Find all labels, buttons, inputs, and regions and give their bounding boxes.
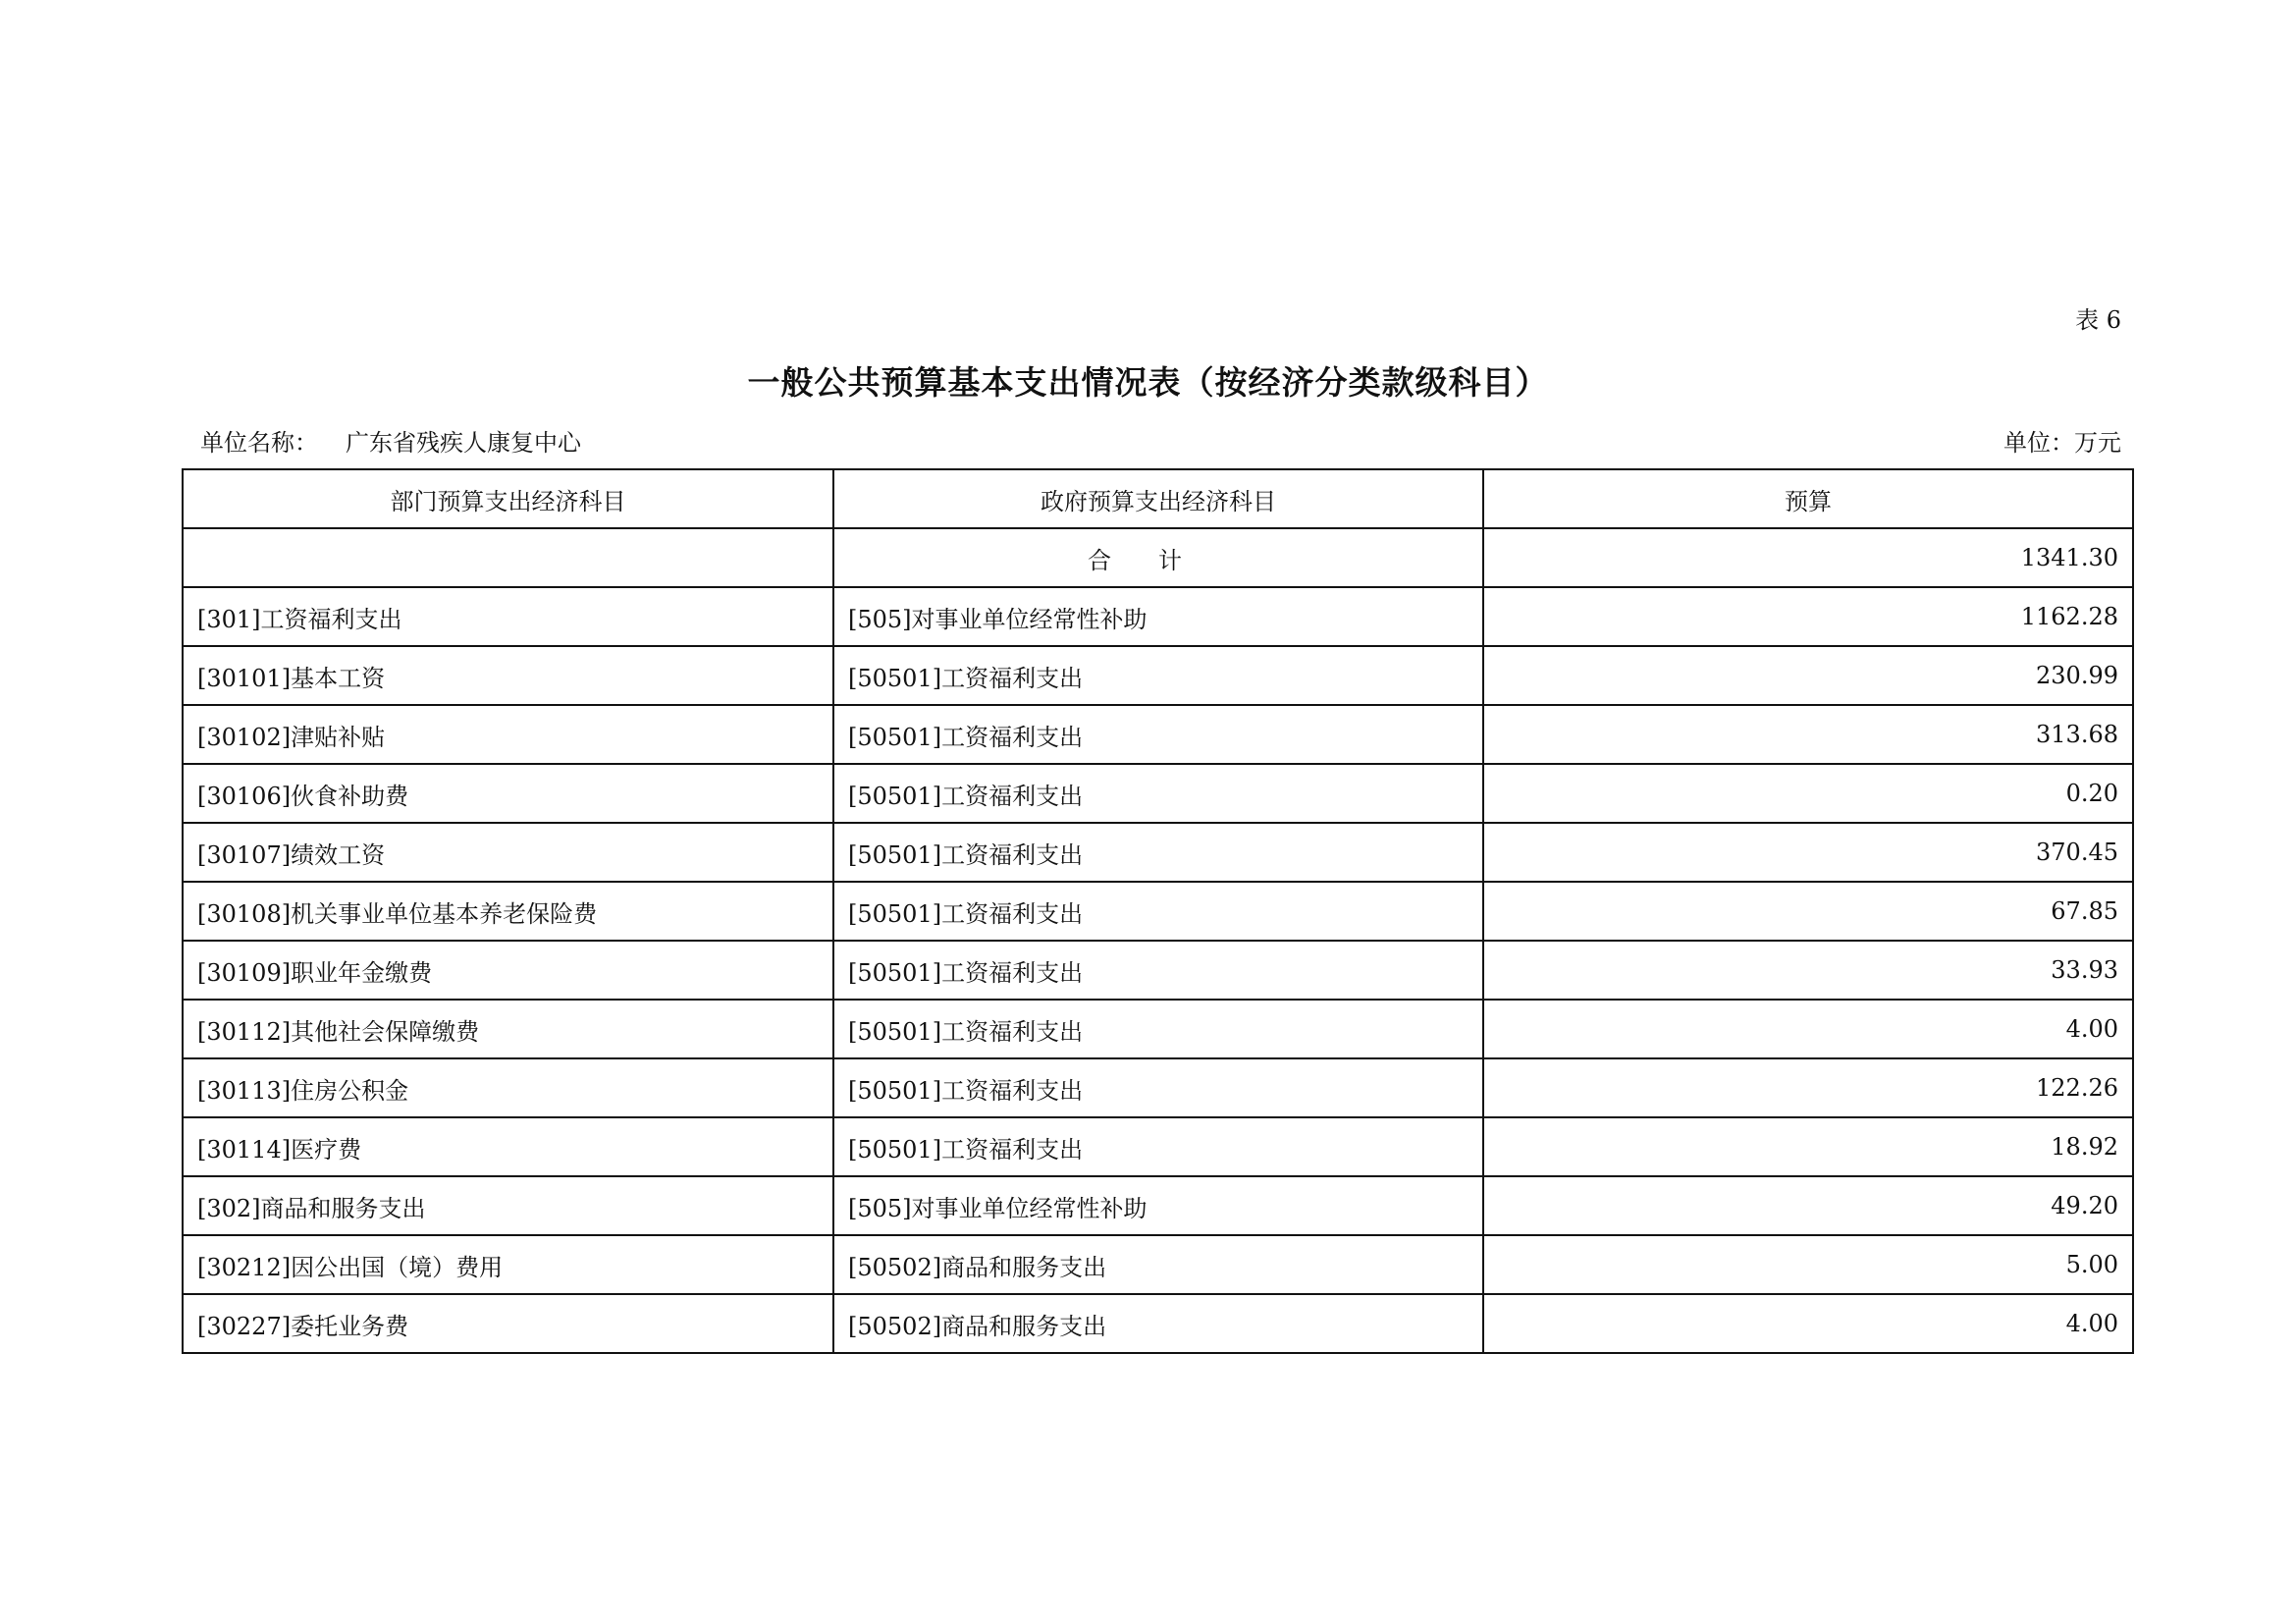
amount-cell: 313.68 bbox=[1483, 705, 2133, 764]
unit-name: 广东省残疾人康复中心 bbox=[346, 429, 581, 457]
unit-name-block bbox=[200, 423, 581, 458]
column-header-dept: 部门预算支出经济科目 bbox=[183, 469, 833, 528]
table-row bbox=[183, 1235, 2133, 1294]
gov-subject-cell: [50502]商品和服务支出 bbox=[833, 1294, 1483, 1353]
table-header-row bbox=[183, 469, 2133, 528]
table-row bbox=[183, 1176, 2133, 1235]
amount-cell: 33.93 bbox=[1483, 941, 2133, 1000]
dept-subject-cell: [30109]职业年金缴费 bbox=[183, 941, 833, 1000]
total-value: 1341.30 bbox=[1483, 528, 2133, 587]
dept-subject-cell: [302]商品和服务支出 bbox=[183, 1176, 833, 1235]
gov-subject-cell: [50501]工资福利支出 bbox=[833, 1000, 1483, 1058]
total-label: 合计 bbox=[833, 528, 1483, 587]
amount-cell: 230.99 bbox=[1483, 646, 2133, 705]
dept-subject-cell: [30107]绩效工资 bbox=[183, 823, 833, 882]
budget-table bbox=[182, 468, 2134, 1354]
dept-subject-cell: [30108]机关事业单位基本养老保险费 bbox=[183, 882, 833, 941]
gov-subject-cell: [50501]工资福利支出 bbox=[833, 823, 1483, 882]
amount-cell: 4.00 bbox=[1483, 1000, 2133, 1058]
table-row bbox=[183, 705, 2133, 764]
amount-cell: 18.92 bbox=[1483, 1117, 2133, 1176]
amount-cell: 1162.28 bbox=[1483, 587, 2133, 646]
dept-subject-cell: [30101]基本工资 bbox=[183, 646, 833, 705]
column-header-gov: 政府预算支出经济科目 bbox=[833, 469, 1483, 528]
amount-cell: 370.45 bbox=[1483, 823, 2133, 882]
gov-subject-cell: [50501]工资福利支出 bbox=[833, 1058, 1483, 1117]
dept-subject-cell: [30113]住房公积金 bbox=[183, 1058, 833, 1117]
amount-cell: 49.20 bbox=[1483, 1176, 2133, 1235]
table-row bbox=[183, 764, 2133, 823]
table-row bbox=[183, 587, 2133, 646]
gov-subject-cell: [50501]工资福利支出 bbox=[833, 1117, 1483, 1176]
dept-subject-cell: [301]工资福利支出 bbox=[183, 587, 833, 646]
dept-subject-cell: [30112]其他社会保障缴费 bbox=[183, 1000, 833, 1058]
dept-subject-cell: [30227]委托业务费 bbox=[183, 1294, 833, 1353]
table-row bbox=[183, 1294, 2133, 1353]
gov-subject-cell: [50501]工资福利支出 bbox=[833, 941, 1483, 1000]
gov-subject-cell: [505]对事业单位经常性补助 bbox=[833, 587, 1483, 646]
unit-name-label: 单位名称： bbox=[200, 429, 318, 457]
table-row bbox=[183, 646, 2133, 705]
amount-cell: 0.20 bbox=[1483, 764, 2133, 823]
table-row bbox=[183, 1000, 2133, 1058]
dept-subject-cell: [30102]津贴补贴 bbox=[183, 705, 833, 764]
meta-row bbox=[200, 423, 2121, 458]
document-title: 一般公共预算基本支出情况表（按经济分类款级科目） bbox=[747, 363, 1549, 402]
table-row bbox=[183, 1117, 2133, 1176]
gov-subject-cell: [50501]工资福利支出 bbox=[833, 705, 1483, 764]
dept-subject-cell: [30114]医疗费 bbox=[183, 1117, 833, 1176]
gov-subject-cell: [50502]商品和服务支出 bbox=[833, 1235, 1483, 1294]
amount-cell: 122.26 bbox=[1483, 1058, 2133, 1117]
dept-subject-cell: [30106]伙食补助费 bbox=[183, 764, 833, 823]
gov-subject-cell: [505]对事业单位经常性补助 bbox=[833, 1176, 1483, 1235]
table-row bbox=[183, 882, 2133, 941]
gov-subject-cell: [50501]工资福利支出 bbox=[833, 764, 1483, 823]
column-header-amount: 预算 bbox=[1483, 469, 2133, 528]
amount-cell: 5.00 bbox=[1483, 1235, 2133, 1294]
table-row bbox=[183, 1058, 2133, 1117]
table-number: 表 6 bbox=[2075, 306, 2121, 334]
total-empty-cell bbox=[183, 528, 833, 587]
currency-unit: 单位：万元 bbox=[2003, 429, 2121, 457]
gov-subject-cell: [50501]工资福利支出 bbox=[833, 646, 1483, 705]
gov-subject-cell: [50501]工资福利支出 bbox=[833, 882, 1483, 941]
amount-cell: 4.00 bbox=[1483, 1294, 2133, 1353]
total-row bbox=[183, 528, 2133, 587]
amount-cell: 67.85 bbox=[1483, 882, 2133, 941]
table-row bbox=[183, 941, 2133, 1000]
table-row bbox=[183, 823, 2133, 882]
dept-subject-cell: [30212]因公出国（境）费用 bbox=[183, 1235, 833, 1294]
